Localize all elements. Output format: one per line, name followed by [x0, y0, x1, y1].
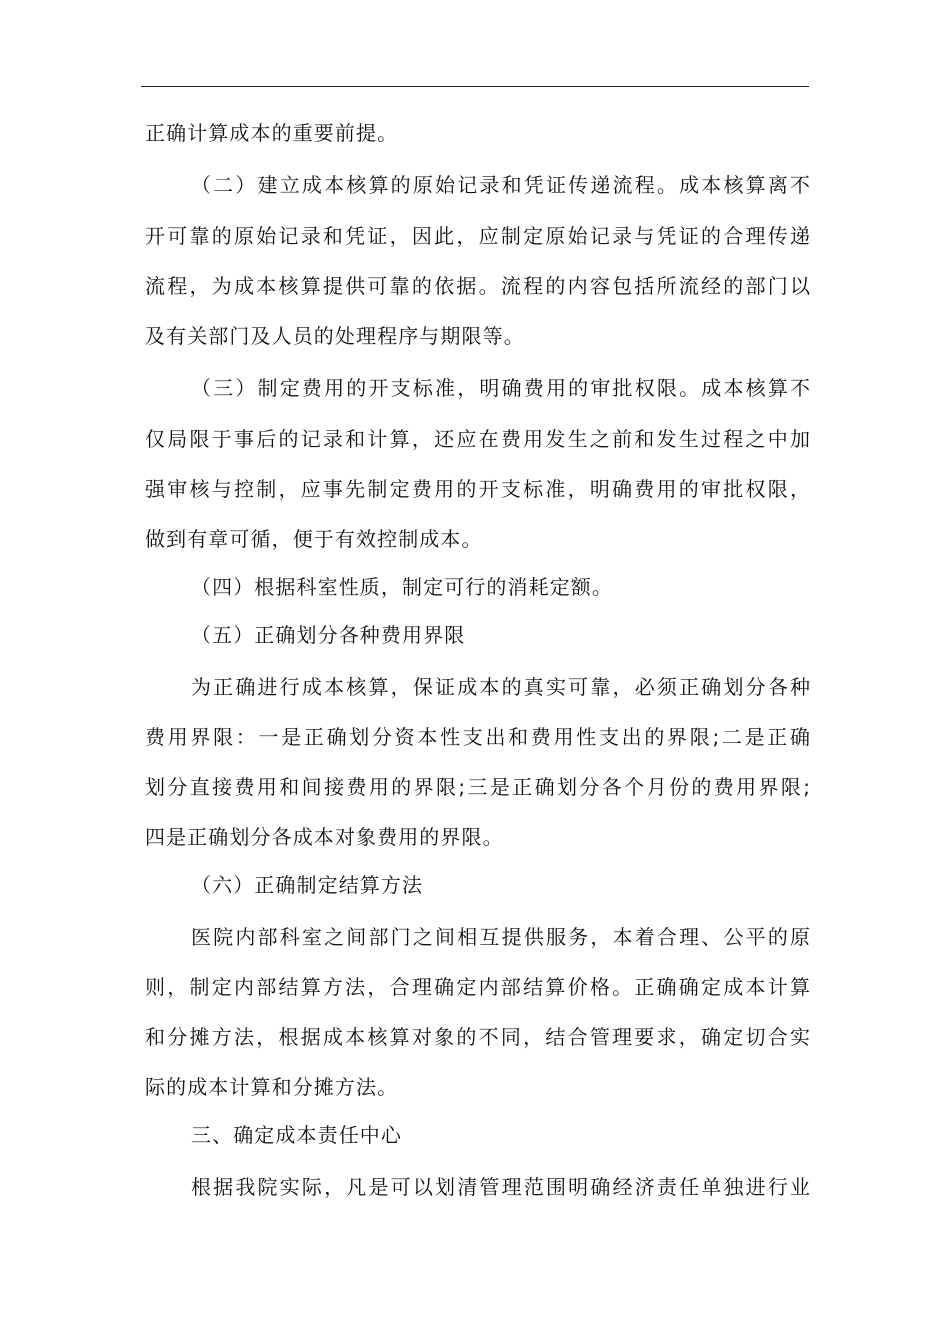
text-line: 开可靠的原始记录和凭证，因此，应制定原始记录与凭证的合理传递: [145, 224, 810, 248]
text-line: 三、确定成本责任中心: [191, 1123, 402, 1147]
header-rule: [141, 86, 809, 87]
text-line: 划分直接费用和间接费用的界限;三是正确划分各个月份的费用界限;: [145, 775, 810, 799]
text-line: 和分摊方法，根据成本核算对象的不同，结合管理要求，确定切合实: [145, 1025, 810, 1049]
text-line: 强审核与控制，应事先制定费用的开支标准，明确费用的审批权限，: [145, 477, 810, 501]
text-line: （四）根据科室性质，制定可行的消耗定额。: [191, 575, 613, 599]
text-line: 际的成本计算和分摊方法。: [145, 1075, 399, 1099]
text-line: 根据我院实际，凡是可以划清管理范围明确经济责任单独进行业: [191, 1175, 810, 1199]
text-line: （六）正确制定结算方法: [191, 873, 424, 897]
text-line: 做到有章可循，便于有效控制成本。: [145, 527, 483, 551]
text-line: 及有关部门及人员的处理程序与期限等。: [145, 324, 525, 348]
text-line: 费用界限：一是正确划分资本性支出和费用性支出的界限;二是正确: [145, 725, 810, 749]
text-line: 则，制定内部结算方法，合理确定内部结算价格。正确确定成本计算: [145, 975, 810, 999]
text-line: 仅局限于事后的记录和计算，还应在费用发生之前和发生过程之中加: [145, 427, 810, 451]
text-line: （五）正确划分各种费用界限: [191, 623, 466, 647]
text-line: 正确计算成本的重要前提。: [145, 121, 399, 145]
text-line: （二）建立成本核算的原始记录和凭证传递流程。成本核算离不: [191, 173, 810, 197]
text-line: 医院内部科室之间部门之间相互提供服务，本着合理、公平的原: [191, 925, 810, 949]
text-line: 四是正确划分各成本对象费用的界限。: [145, 825, 504, 849]
text-line: （三）制定费用的开支标准，明确费用的审批权限。成本核算不: [191, 376, 810, 400]
text-line: 流程，为成本核算提供可靠的依据。流程的内容包括所流经的部门以: [145, 274, 810, 298]
text-line: 为正确进行成本核算，保证成本的真实可靠，必须正确划分各种: [191, 675, 810, 699]
